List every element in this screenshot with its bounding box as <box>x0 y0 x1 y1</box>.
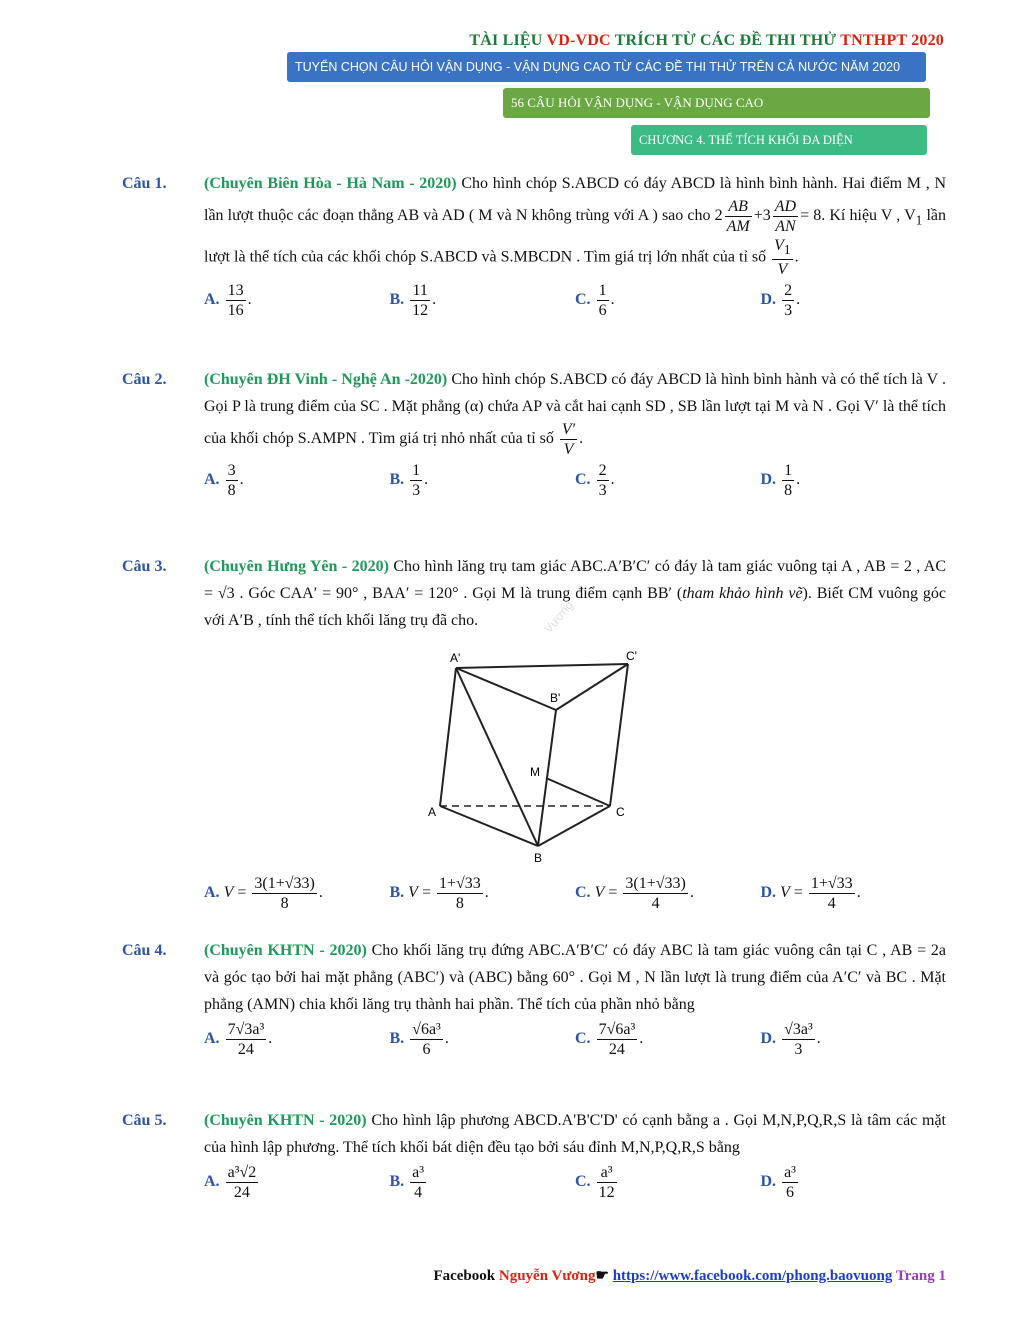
option-d[interactable]: D. $\frac{\text{√3a³}}{3}$ . <box>760 1021 821 1058</box>
answer-options <box>204 461 946 500</box>
option-d[interactable]: D. $\frac{2}{3}$ . <box>760 282 801 320</box>
answer-options <box>204 1020 946 1059</box>
question-label: Câu 4. <box>122 942 167 959</box>
option-a[interactable]: A. V = $\frac{3(1+√33)}{8}$ . <box>204 875 323 912</box>
question-3 <box>122 553 946 634</box>
label-b: B <box>534 851 543 865</box>
question-5 <box>122 1107 946 1202</box>
document-title: TÀI LIỆU VD-VDC TRÍCH TỪ CÁC ĐỀ THI THỬ TNTHPT 2020 <box>469 32 944 49</box>
label-c: C <box>616 805 625 819</box>
option-a[interactable]: A. $\frac{\text{a³√2}}{24}$ <box>204 1164 257 1201</box>
question-text: (Chuyên KHTN - 2020) Cho khối lăng trụ đứng ABC.A′B′C′ có đáy ABC là tam giác vuông cân tại C , AB = 2a và góc tạo bởi hai mặt phẳng (ABC′) và (ABC) bằng 60° . Gọi M , N lần lượt là trung điểm của A′C′ và BC . Mặt phẳng (AMN) chia khối lăng trụ thành hai phần. Thể tích của phần nhỏ bằng <box>204 942 947 1013</box>
option-c[interactable]: C. $\frac{\text{a³}}{12}$ <box>575 1164 615 1201</box>
question-label: Câu 3. <box>122 558 167 575</box>
question-text: (Chuyên ĐH Vinh - Nghệ An -2020) Cho hình chóp S.ABCD có đáy ABCD là hình bình hành và có thể tích là V . Gọi P là trung điểm của SC . Mặt phẳng (α) chứa AP và cắt hai cạnh SD , SB lần lượt tại M và N . Gọi V′ là thể tích của khối chóp S.AMPN . Tìm giá trị nhỏ nhất của tỉ số $\frac{V'}{V}$ . <box>204 371 947 458</box>
option-b[interactable]: B. $\frac{1}{3}$ . <box>389 462 429 499</box>
label-c-prime: C' <box>626 649 637 663</box>
label-a: A <box>428 805 437 819</box>
option-a[interactable]: A. $\frac{3}{8}$ . <box>204 462 244 499</box>
answer-options <box>204 874 946 913</box>
option-c[interactable]: C. V = $\frac{3(1+√33)}{4}$ . <box>575 875 694 912</box>
label-a-prime: A' <box>450 651 461 665</box>
question-label: Câu 2. <box>122 371 167 388</box>
option-a[interactable]: A. $\frac{13}{16}$ . <box>204 282 252 320</box>
question-1 <box>122 170 946 320</box>
option-c[interactable]: C. $\frac{2}{3}$ . <box>575 462 615 499</box>
question-text: (Chuyên Biên Hòa - Hà Nam - 2020) Cho hình chóp S.ABCD có đáy ABCD là hình bình hành. Hai điểm M , N lần lượt thuộc các đoạn thẳng AB và AD ( M và N không trùng với A ) sao cho 2 $\frac{AB}{AM}$ +3 $\frac{AD}{AN}$ = 8. Kí hiệu V , $V_1$ lần lượt là thể tích của các khối chóp S.ABCD và S.MBCDN . Tìm giá trị lớn nhất của tỉ số $\frac{V_1}{V}$ . <box>204 175 946 279</box>
option-d[interactable]: D. V = $\frac{1+√33}{4}$ . <box>760 875 861 912</box>
page-number: Trang 1 <box>895 1268 946 1284</box>
label-m: M <box>530 765 540 779</box>
facebook-link[interactable]: https://www.facebook.com/phong.baovuong <box>612 1268 893 1284</box>
option-d[interactable]: D. $\frac{\text{a³}}{6}$ <box>760 1164 796 1201</box>
option-b[interactable]: B. $\frac{\text{√6a³}}{6}$ . <box>389 1021 449 1058</box>
option-b[interactable]: B. $\frac{\text{a³}}{4}$ <box>389 1164 425 1201</box>
question-text: (Chuyên Hưng Yên - 2020) Cho hình lăng trụ tam giác ABC.A′B′C′ có đáy là tam giác vuông tại A , AB = 2 , AC = √3 . Góc CAA′ = 90° , BAA′ = 120° . Gọi M là trung điểm cạnh BB′ (tham khảo hình vẽ). Biết CM vuông góc với A′B , tính thể tích khối lăng trụ đã cho. <box>204 558 946 629</box>
question-3-options <box>122 872 946 913</box>
answer-options <box>204 281 946 320</box>
question-label: Câu 5. <box>122 1112 167 1129</box>
prism-figure <box>420 648 660 875</box>
page-footer: Facebook Nguyễn Vương☛ https://www.facebook.com/phong.baovuong Trang 1 <box>433 1268 946 1284</box>
option-a[interactable]: A. $\frac{\text{7√3a³}}{24}$ . <box>204 1021 273 1058</box>
question-label: Câu 1. <box>122 175 167 192</box>
option-d[interactable]: D. $\frac{1}{8}$ . <box>760 462 801 499</box>
option-c[interactable]: C. $\frac{\text{7√6a³}}{24}$ . <box>575 1021 644 1058</box>
banner-count: 56 CÂU HỎI VẬN DỤNG - VẬN DỤNG CAO <box>503 88 930 118</box>
option-c[interactable]: C. $\frac{1}{6}$ . <box>575 282 615 320</box>
question-2 <box>122 366 946 500</box>
question-4 <box>122 937 946 1059</box>
option-b[interactable]: B. $\frac{11}{12}$ . <box>389 282 437 320</box>
watermark: Vương <box>541 598 576 636</box>
pointing-hand-icon: ☛ <box>595 1268 609 1284</box>
label-b-prime: B' <box>550 691 561 705</box>
option-b[interactable]: B. V = $\frac{1+√33}{8}$ . <box>389 875 489 912</box>
question-text: (Chuyên KHTN - 2020) Cho hình lập phương ABCD.A'B'C'D' có cạnh bằng a . Gọi M,N,P,Q,R,S là tâm các mặt của hình lập phương. Thể tích khối bát diện đều tạo bởi sáu đỉnh M,N,P,Q,R,S bằng <box>204 1112 946 1156</box>
prism-diagram <box>420 648 660 870</box>
banner-collection: TUYỂN CHỌN CÂU HỎI VẬN DỤNG - VẬN DỤNG CAO TỪ CÁC ĐỀ THI THỬ TRÊN CẢ NƯỚC NĂM 2020 <box>287 52 926 82</box>
answer-options <box>204 1163 946 1202</box>
banner-chapter: CHƯƠNG 4. THỂ TÍCH KHỐI ĐA DIỆN <box>631 125 927 155</box>
